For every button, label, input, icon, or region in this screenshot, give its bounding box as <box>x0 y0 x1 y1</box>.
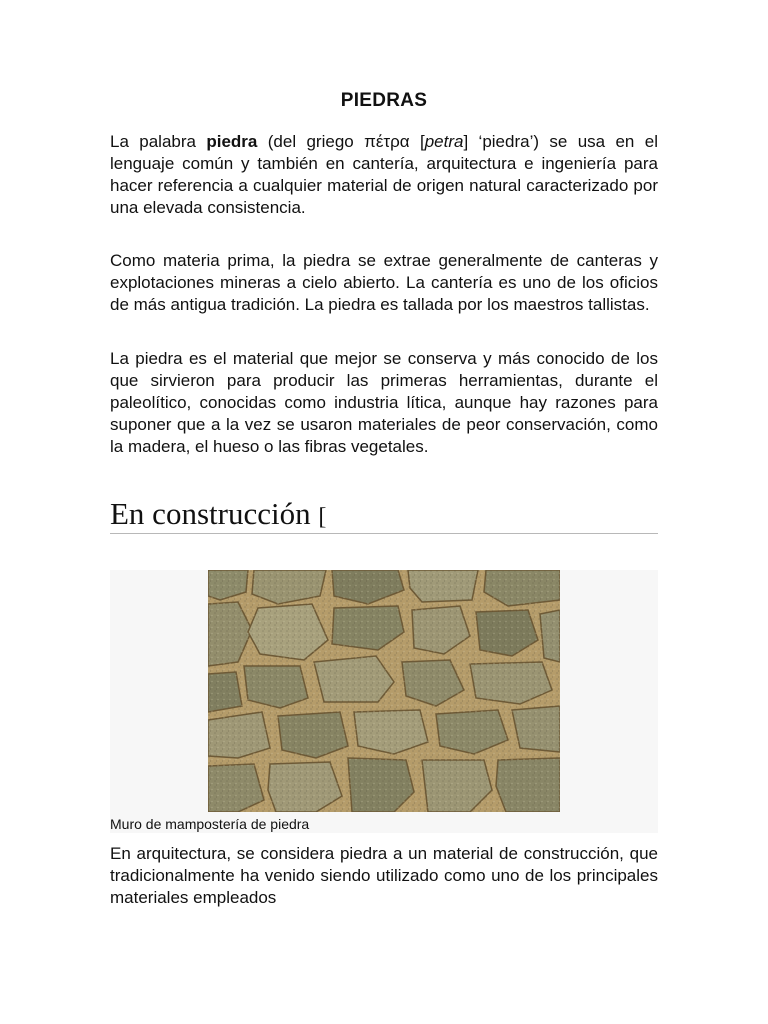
section-heading-bracket: [ <box>318 504 327 530</box>
paragraph-text: ] ‘piedra’) se usa en el lenguaje común y también en cantería, arquitectura e ingeniería para hacer referencia a cualquier material de origen natural caracterizado por una elevada consistencia. <box>110 132 658 217</box>
paragraph-architecture: En arquitectura, se considera piedra a un material de construcción, que tradicionalmente ha venido siendo utilizado como uno de los principales materiales empleados <box>110 844 658 907</box>
section-heading <box>110 494 658 534</box>
paragraph-definition <box>110 131 658 219</box>
italic-term: petra <box>424 132 464 151</box>
section-heading-text: En construcción <box>110 496 311 531</box>
stone-wall-image <box>208 570 560 812</box>
paragraph-text: (del griego πέτρα [ <box>257 132 425 151</box>
page-title: PIEDRAS <box>340 90 428 111</box>
figure-caption: Muro de mampostería de piedra <box>110 816 310 832</box>
paragraph-text: La palabra <box>110 132 207 151</box>
paragraph-raw-material: Como materia prima, la piedra se extrae generalmente de canteras y explotaciones mineras a cielo abierto. La cantería es uno de los oficios de más antigua tradición. La piedra es tallada por los maestros tallistas. <box>110 251 658 314</box>
paragraph-history: La piedra es el material que mejor se conserva y más conocido de los que sirvieron para producir las primeras herramientas, durante el paleolítico, conocidas como industria lítica, aunque hay razones para suponer que a la vez se usaron materiales de peor conservación, como la madera, el hueso o las fibras vegetales. <box>110 349 658 456</box>
bold-term: piedra <box>206 132 258 151</box>
figure <box>110 570 658 833</box>
